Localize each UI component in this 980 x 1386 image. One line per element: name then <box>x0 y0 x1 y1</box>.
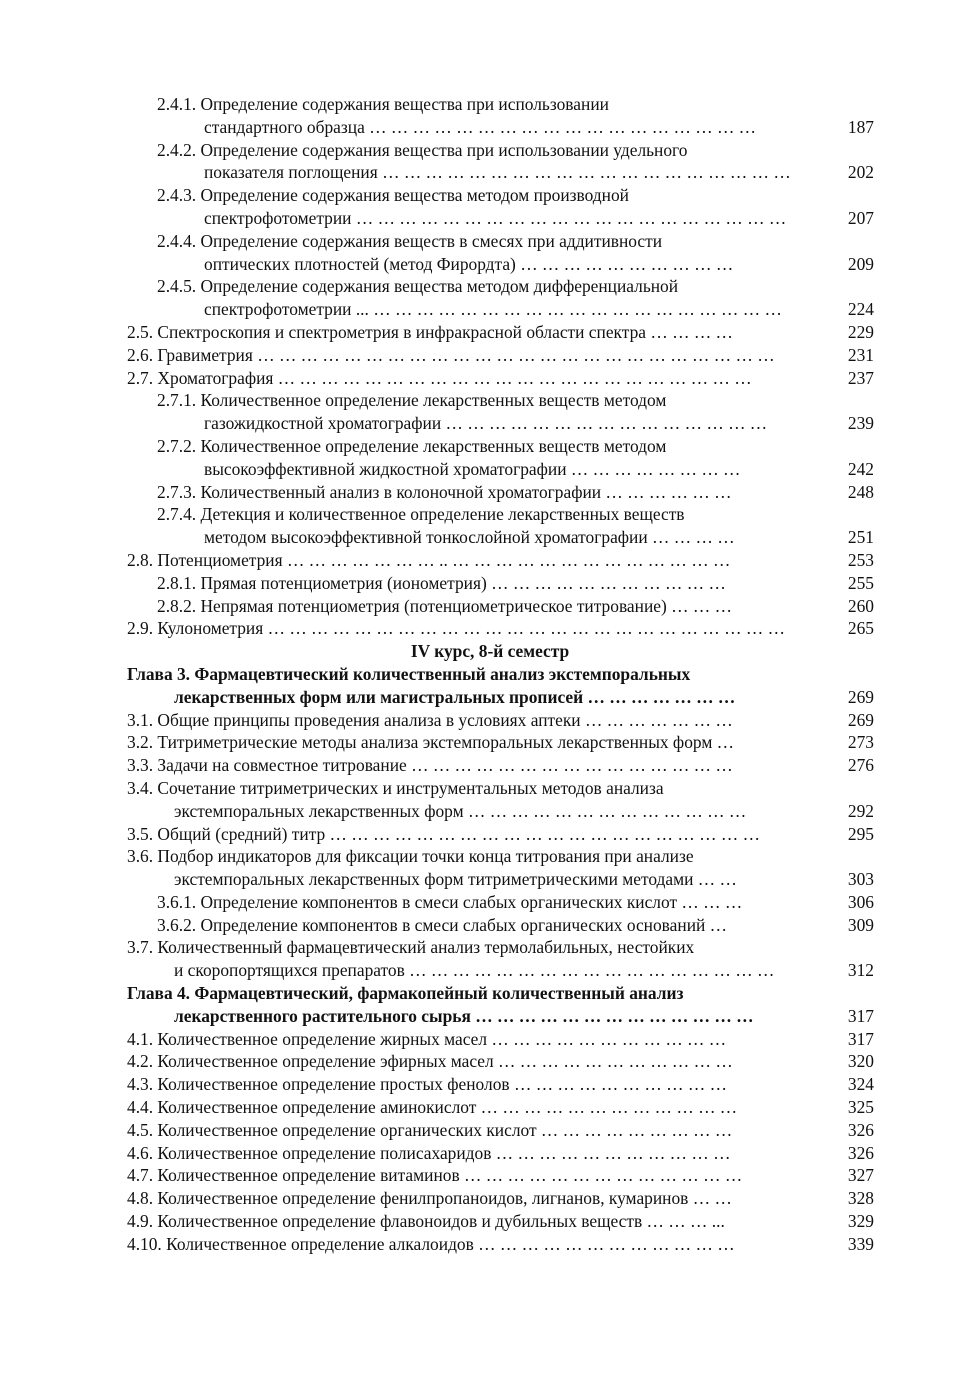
toc-entry-text: 2.4.1. Определение содержания вещества при использовании <box>157 94 609 114</box>
toc-entry-text: 2.8. Потенциометрия … … … … … … … .. … … … … … … … … … … … … … <box>127 549 731 570</box>
toc-page-number: 306 <box>847 891 874 912</box>
toc-entry-text: Глава 3. Фармацевтический количественный анализ экстемпоральных <box>127 663 691 684</box>
toc-page-number: 325 <box>847 1097 874 1118</box>
toc-page-number: 269 <box>847 709 874 730</box>
section-heading <box>0 640 980 663</box>
toc-entry-text: экстемпоральных лекарственных форм титриметрическими методами … … <box>174 869 737 890</box>
toc-entry <box>0 458 980 481</box>
toc-entry <box>0 435 980 458</box>
toc-entry <box>0 663 980 686</box>
toc-page-number: 239 <box>847 413 874 434</box>
toc-entry <box>0 823 980 846</box>
toc-entry <box>0 686 980 709</box>
toc-entry <box>0 321 980 344</box>
toc-entry-text: 2.7. Хроматография … … … … … … … … … … … … … … … … … … … … … … <box>127 367 752 388</box>
table-of-contents <box>0 93 980 1256</box>
toc-page-number: 260 <box>847 595 874 616</box>
toc-page-number: 237 <box>847 367 874 388</box>
toc-entry-text: 2.7.2. Количественное определение лекарственных веществ методом <box>157 435 667 456</box>
toc-entry-text: 4.1. Количественное определение жирных масел … … … … … … … … … … … <box>127 1028 727 1049</box>
toc-entry-text: 2.4.3. Определение содержания вещества методом производной <box>157 185 629 206</box>
toc-entry <box>0 526 980 549</box>
toc-entry <box>0 367 980 390</box>
toc-page-number: 251 <box>847 527 874 548</box>
toc-entry <box>0 253 980 276</box>
toc-entry-text: 3.6. Подбор индикаторов для фиксации точки конца титрования при анализе <box>127 846 694 867</box>
toc-entry-text: 4.5. Количественное определение органических кислот … … … … … … … … … <box>127 1119 733 1140</box>
toc-entry-text: лекарственного растительного сырья … … … … … … … … … … … … … <box>174 1005 754 1026</box>
toc-entry-text: 2.4.2. Определение содержания вещества при использовании удельного <box>157 139 688 160</box>
toc-page-number: 273 <box>847 732 874 753</box>
toc-entry <box>0 754 980 777</box>
toc-page-number: 202 <box>847 162 874 183</box>
toc-entry-text: оптических плотностей (метод Фирордта) … … … … … … … … … … <box>204 253 734 274</box>
toc-entry <box>0 868 980 891</box>
toc-entry-text: экстемпоральных лекарственных форм … … … … … … … … … … … … … <box>174 800 747 821</box>
toc-page-number: 248 <box>847 481 874 502</box>
toc-entry-text: и скоропортящихся препаратов … … … … … … … … … … … … … … … … … <box>174 960 775 981</box>
toc-page-number: 328 <box>847 1188 874 1209</box>
toc-page-number: 269 <box>847 686 874 707</box>
toc-entry <box>0 481 980 504</box>
toc-entry-text: 2.5. Спектроскопия и спектрометрия в инфракрасной области спектра … … … … <box>127 321 733 342</box>
toc-page-number: 317 <box>847 1005 874 1026</box>
toc-entry-text: 2.7.3. Количественный анализ в колоночной хроматографии … … … … … … <box>157 481 732 502</box>
toc-entry <box>0 93 980 116</box>
toc-entry <box>0 230 980 253</box>
toc-entry <box>0 503 980 526</box>
toc-page-number: 231 <box>847 344 874 365</box>
toc-page-number: 326 <box>847 1142 874 1163</box>
toc-entry <box>0 207 980 230</box>
toc-entry-text: газожидкостной хроматографии … … … … … … … … … … … … … … … <box>204 413 768 434</box>
toc-entry-text: спектрофотометрии … … … … … … … … … … … … … … … … … … … … <box>204 207 787 228</box>
toc-entry <box>0 982 980 1005</box>
toc-entry <box>0 1187 980 1210</box>
toc-page-number: 265 <box>847 618 874 639</box>
toc-entry-text: 3.2. Титриметрические методы анализа экстемпоральных лекарственных форм … <box>127 732 735 753</box>
toc-entry <box>0 1005 980 1028</box>
toc-entry-text: 2.8.2. Непрямая потенциометрия (потенциометрическое титрование) … … … <box>157 595 732 616</box>
toc-entry <box>0 709 980 732</box>
toc-page-number: 224 <box>847 299 874 320</box>
toc-entry <box>0 1210 980 1233</box>
toc-entry <box>0 1073 980 1096</box>
toc-page-number: 329 <box>847 1211 874 1232</box>
toc-entry-text: 3.1. Общие принципы проведения анализа в условиях аптеки … … … … … … … <box>127 709 733 730</box>
toc-entry <box>0 1028 980 1051</box>
toc-page-number: 292 <box>847 800 874 821</box>
toc-entry-text: 3.6.1. Определение компонентов в смеси слабых органических кислот … … … <box>157 891 743 912</box>
toc-entry-text: 2.7.1. Количественное определение лекарственных веществ методом <box>157 390 667 411</box>
toc-entry <box>0 731 980 754</box>
toc-page-number: 209 <box>847 253 874 274</box>
toc-entry-text: 4.4. Количественное определение аминокислот … … … … … … … … … … … … <box>127 1097 738 1118</box>
toc-entry-text: 2.4.4. Определение содержания веществ в смесях при аддитивности <box>157 230 663 251</box>
toc-entry-text: стандартного образца … … … … … … … … … … … … … … … … … … <box>204 116 757 137</box>
toc-entry-text: лекарственных форм или магистральных прописей … … … … … … … <box>174 686 736 707</box>
toc-entry <box>0 891 980 914</box>
toc-entry-text: 2.4.5. Определение содержания вещества методом дифференциальной <box>157 276 679 297</box>
toc-entry <box>0 845 980 868</box>
toc-entry <box>0 412 980 435</box>
toc-entry <box>0 298 980 321</box>
toc-page-number: 295 <box>847 823 874 844</box>
toc-entry-text: 4.3. Количественное определение простых фенолов … … … … … … … … … … <box>127 1074 727 1095</box>
toc-entry <box>0 572 980 595</box>
toc-entry <box>0 936 980 959</box>
toc-entry-text: 2.9. Кулонометрия … … … … … … … … … … … … … … … … … … … … … … … … <box>127 618 785 639</box>
toc-page-number: 317 <box>847 1028 874 1049</box>
toc-page-number: 303 <box>847 869 874 890</box>
toc-entry <box>0 184 980 207</box>
toc-entry <box>0 914 980 937</box>
toc-page-number: 229 <box>847 321 874 342</box>
toc-entry <box>0 275 980 298</box>
toc-entry <box>0 1164 980 1187</box>
toc-entry <box>0 959 980 982</box>
toc-entry <box>0 617 980 640</box>
toc-entry-text: 3.7. Количественный фармацевтический анализ термолабильных, нестойких <box>127 937 695 958</box>
toc-page-number: 255 <box>847 572 874 593</box>
toc-entry <box>0 389 980 412</box>
toc-entry-text: спектрофотометрии ... … … … … … … … … … … … … … … … … … … … <box>204 299 782 320</box>
toc-page-number: 326 <box>847 1119 874 1140</box>
toc-entry <box>0 1096 980 1119</box>
toc-entry-text: показателя поглощения … … … … … … … … … … … … … … … … … … … <box>204 162 791 183</box>
toc-entry <box>0 139 980 162</box>
toc-entry <box>0 344 980 367</box>
toc-entry-text: 4.6. Количественное определение полисахаридов … … … … … … … … … … … <box>127 1142 731 1163</box>
toc-entry-text: 4.9. Количественное определение флавоноидов и дубильных веществ … … … ... <box>127 1211 725 1232</box>
toc-page-number: 253 <box>847 549 874 570</box>
toc-entry <box>0 1142 980 1165</box>
toc-entry-text: 3.4. Сочетание титриметрических и инструментальных методов анализа <box>127 777 664 798</box>
toc-entry-text: 4.10. Количественное определение алкалоидов … … … … … … … … … … … … <box>127 1233 735 1254</box>
toc-page-number: 339 <box>847 1233 874 1254</box>
toc-page-number: 309 <box>847 914 874 935</box>
toc-entry-text: Глава 4. Фармацевтический, фармакопейный количественный анализ <box>127 983 684 1004</box>
toc-entry-text: 3.3. Задачи на совместное титрование … … … … … … … … … … … … … … … <box>127 755 733 776</box>
toc-page-number: 327 <box>847 1165 874 1186</box>
toc-page-number: 242 <box>847 458 874 479</box>
toc-entry-text: 4.8. Количественное определение фенилпропаноидов, лигнанов, кумаринов … … <box>127 1188 732 1209</box>
toc-entry-text: 3.5. Общий (средний) титр … … … … … … … … … … … … … … … … … … … … <box>127 823 760 844</box>
toc-entry-text: 4.7. Количественное определение витаминов … … … … … … … … … … … … … <box>127 1165 743 1186</box>
toc-page-number: 320 <box>847 1051 874 1072</box>
toc-entry <box>0 549 980 572</box>
toc-page-number: 312 <box>847 960 874 981</box>
toc-page-number: 187 <box>847 116 874 137</box>
toc-entry <box>0 1233 980 1256</box>
toc-entry <box>0 777 980 800</box>
toc-entry-text: методом высокоэффективной тонкослойной хроматографии … … … … <box>204 527 735 548</box>
toc-entry-text: высокоэффективной жидкостной хроматографии … … … … … … … … <box>204 458 741 479</box>
toc-entry <box>0 1119 980 1142</box>
toc-page-number: 324 <box>847 1074 874 1095</box>
toc-entry-text: 2.8.1. Прямая потенциометрия (ионометрия) … … … … … … … … … … … <box>157 572 726 593</box>
toc-entry-text: 2.7.4. Детекция и количественное определение лекарственных веществ <box>157 504 685 525</box>
toc-entry-text: 4.2. Количественное определение эфирных масел … … … … … … … … … … … <box>127 1051 733 1072</box>
toc-entry <box>0 1050 980 1073</box>
toc-entry <box>0 800 980 823</box>
toc-entry-text: IV курс, 8-й семестр <box>410 641 570 662</box>
toc-entry <box>0 116 980 139</box>
toc-entry-text: 3.6.2. Определение компонентов в смеси слабых органических оснований … <box>157 914 728 935</box>
toc-page-number: 207 <box>847 207 874 228</box>
toc-entry <box>0 161 980 184</box>
toc-entry-text: 2.6. Гравиметрия … … … … … … … … … … … … … … … … … … … … … … … … <box>127 344 775 365</box>
toc-page-number: 276 <box>847 755 874 776</box>
toc-entry <box>0 595 980 618</box>
